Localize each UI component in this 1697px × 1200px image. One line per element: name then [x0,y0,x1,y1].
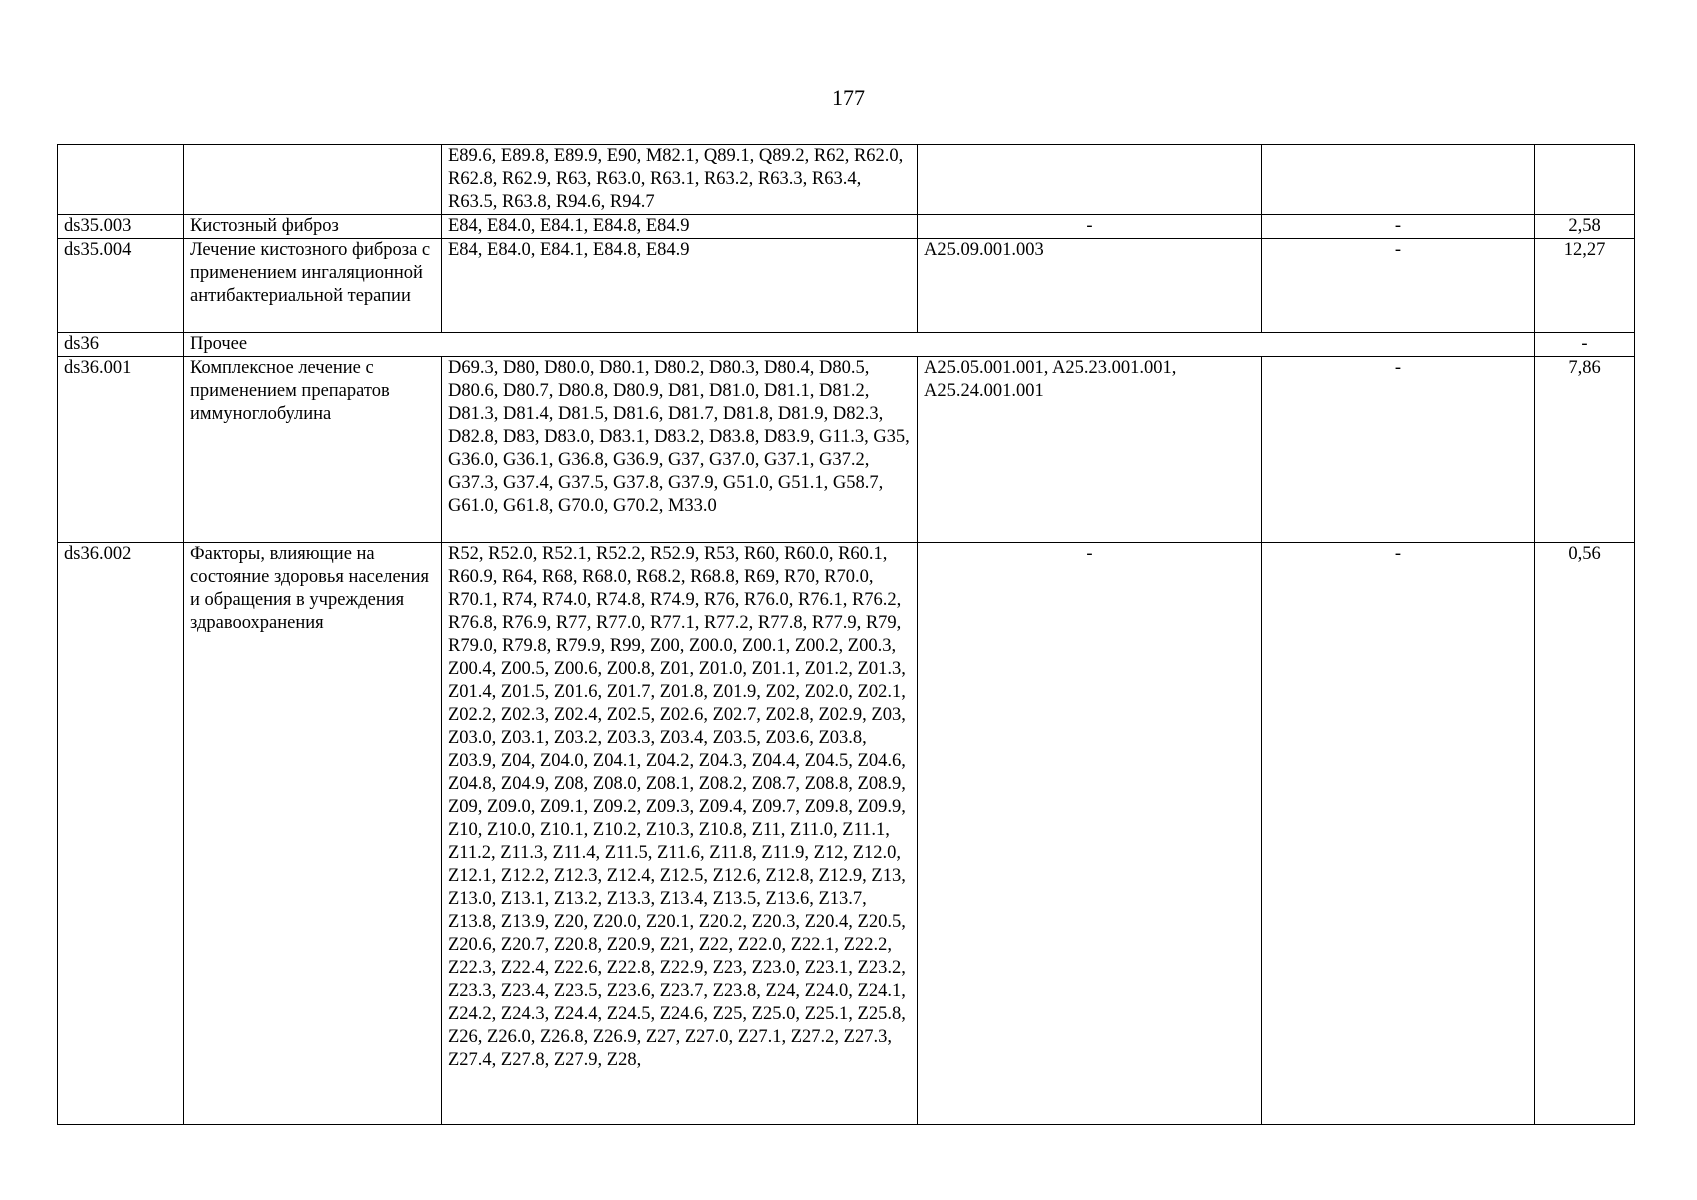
coefficient-cell [1535,145,1635,215]
page-number: 177 [832,85,865,110]
table-row [58,239,1635,333]
group-code-cell: ds36 [58,333,184,357]
extra-criteria-cell: - [1262,215,1535,239]
group-code-cell: ds36.002 [58,543,184,1125]
group-code-cell: ds36.001 [58,357,184,543]
coefficient-cell: 7,86 [1535,357,1635,543]
icd-codes-cell: R52, R52.0, R52.1, R52.2, R52.9, R53, R60, R60.0, R60.1, R60.9, R64, R68, R68.0, R68.2, R68.8, R69, R70, R70.0, R70.1, R74, R74.0, R74.8, R74.9, R76, R76.0, R76.1, R76.2, R76.8, R76.9, R77, R77.0, R77.1, R77.2, R77.8, R77.9, R79, R79.0, R79.8, R79.9, R99, Z00, Z00.0, Z00.1, Z00.2, Z00.3, Z00.4, Z00.5, Z00.6, Z00.8, Z01, Z01.0, Z01.1, Z01.2, Z01.3, Z01.4, Z01.5, Z01.6, Z01.7, Z01.8, Z01.9, Z02, Z02.0, Z02.1, Z02.2, Z02.3, Z02.4, Z02.5, Z02.6, Z02.7, Z02.8, Z02.9, Z03, Z03.0, Z03.1, Z03.2, Z03.3, Z03.4, Z03.5, Z03.6, Z03.8, Z03.9, Z04, Z04.0, Z04.1, Z04.2, Z04.3, Z04.4, Z04.5, Z04.6, Z04.8, Z04.9, Z08, Z08.0, Z08.1, Z08.2, Z08.7, Z08.8, Z08.9, Z09, Z09.0, Z09.1, Z09.2, Z09.3, Z09.4, Z09.7, Z09.8, Z09.9, Z10, Z10.0, Z10.1, Z10.2, Z10.3, Z10.8, Z11, Z11.0, Z11.1, Z11.2, Z11.3, Z11.4, Z11.5, Z11.6, Z11.8, Z11.9, Z12, Z12.0, Z12.1, Z12.2, Z12.3, Z12.4, Z12.5, Z12.6, Z12.8, Z12.9, Z13, Z13.0, Z13.1, Z13.2, Z13.3, Z13.4, Z13.5, Z13.6, Z13.7, Z13.8, Z13.9, Z20, Z20.0, Z20.1, Z20.2, Z20.3, Z20.4, Z20.5, Z20.6, Z20.7, Z20.8, Z20.9, Z21, Z22, Z22.0, Z22.1, Z22.2, Z22.3, Z22.4, Z22.6, Z22.8, Z22.9, Z23, Z23.0, Z23.1, Z23.2, Z23.3, Z23.4, Z23.5, Z23.6, Z23.7, Z23.8, Z24, Z24.0, Z24.1, Z24.2, Z24.3, Z24.4, Z24.5, Z24.6, Z25, Z25.0, Z25.1, Z25.8, Z26, Z26.0, Z26.8, Z26.9, Z27, Z27.0, Z27.1, Z27.2, Z27.3, Z27.4, Z27.8, Z27.9, Z28, [442,543,918,1125]
group-code-cell: ds35.004 [58,239,184,333]
group-name-cell [184,145,442,215]
tariff-table [57,144,1635,1125]
table-row [58,145,1635,215]
coefficient-cell: - [1535,333,1635,357]
icd-codes-cell: E89.6, E89.8, E89.9, E90, M82.1, Q89.1, Q89.2, R62, R62.0, R62.8, R62.9, R63, R63.0, R63.1, R63.2, R63.3, R63.4, R63.5, R63.8, R94.6, R94.7 [442,145,918,215]
coefficient-cell: 12,27 [1535,239,1635,333]
extra-criteria-cell: - [1262,239,1535,333]
icd-codes-cell: D69.3, D80, D80.0, D80.1, D80.2, D80.3, D80.4, D80.5, D80.6, D80.7, D80.8, D80.9, D81, D81.0, D81.1, D81.2, D81.3, D81.4, D81.5, D81.6, D81.7, D81.8, D81.9, D82.3, D82.8, D83, D83.0, D83.1, D83.2, D83.8, D83.9, G11.3, G35, G36.0, G36.1, G36.8, G36.9, G37, G37.0, G37.1, G37.2, G37.3, G37.4, G37.5, G37.8, G37.9, G51.0, G51.1, G58.7, G61.0, G61.8, G70.0, G70.2, M33.0 [442,357,918,543]
group-name-cell: Кистозный фиброз [184,215,442,239]
table-row [58,357,1635,543]
group-name-cell: Прочее [184,333,1535,357]
services-cell: A25.05.001.001, A25.23.001.001, A25.24.001.001 [918,357,1262,543]
group-name-cell: Комплексное лечение с применением препаратов иммуноглобулина [184,357,442,543]
table-row [58,543,1635,1125]
group-code-cell: ds35.003 [58,215,184,239]
extra-criteria-cell: - [1262,543,1535,1125]
extra-criteria-cell [1262,145,1535,215]
extra-criteria-cell: - [1262,357,1535,543]
icd-codes-cell: E84, E84.0, E84.1, E84.8, E84.9 [442,239,918,333]
table-row [58,215,1635,239]
group-name-cell: Лечение кистозного фиброза с применением ингаляционной антибактериальной терапии [184,239,442,333]
services-cell: A25.09.001.003 [918,239,1262,333]
table-row [58,333,1635,357]
group-name-cell: Факторы, влияющие на состояние здоровья населения и обращения в учреждения здравоохранения [184,543,442,1125]
services-cell: - [918,215,1262,239]
coefficient-cell: 0,56 [1535,543,1635,1125]
services-cell: - [918,543,1262,1125]
group-code-cell [58,145,184,215]
icd-codes-cell: E84, E84.0, E84.1, E84.8, E84.9 [442,215,918,239]
services-cell [918,145,1262,215]
coefficient-cell: 2,58 [1535,215,1635,239]
